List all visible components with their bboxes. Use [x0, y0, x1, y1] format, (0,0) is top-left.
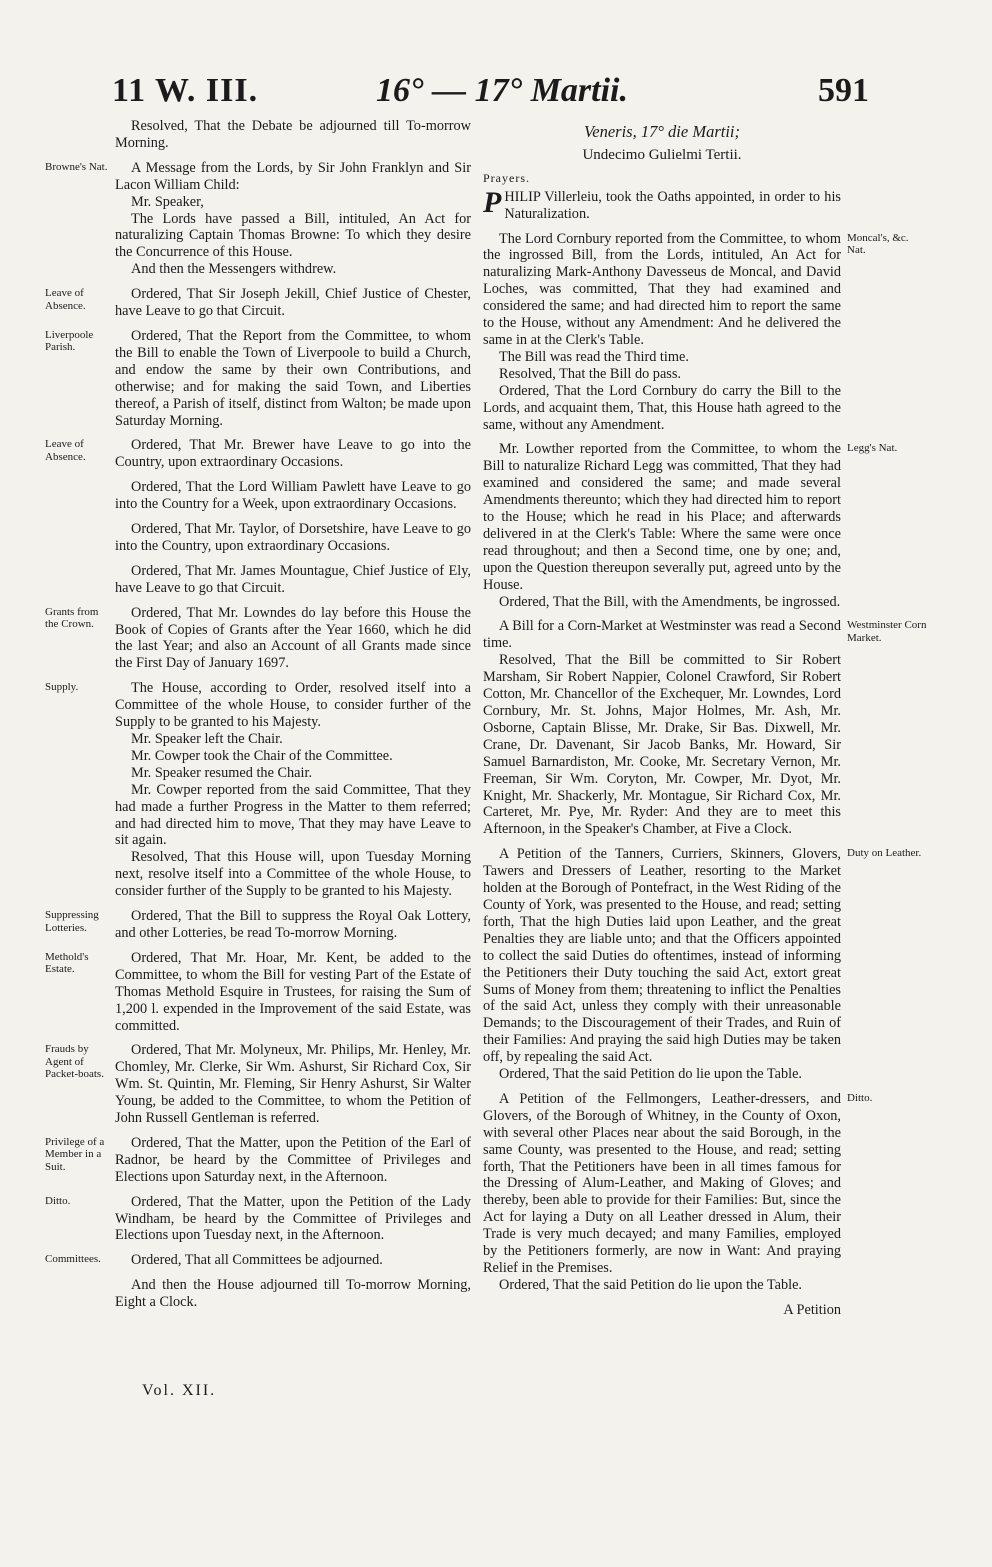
margin-note: Leave of Absence. — [45, 287, 86, 312]
entry-paragraph: Ordered, That the said Petition do lie upon the Table. — [499, 1066, 803, 1083]
margin-note: Browne's Nat. — [45, 160, 108, 173]
entry-paragraph: HILIP Villerleiu, took the Oaths appointed, in order to his Naturalization. — [504, 188, 841, 222]
entry-paragraph: Ordered, That Mr. James Mountague, Chief Justice of Ely, have Leave to go that Circuit. — [115, 562, 471, 596]
entry-paragraph: Ordered, That Sir Joseph Jekill, Chief Justice of Chester, have Leave to go that Circuit. — [115, 286, 471, 320]
journal-entry — [115, 479, 471, 513]
right-entries — [483, 230, 927, 1294]
entry-paragraph: Ordered, That the Lord William Pawlett have Leave to go into the Country for a Week, upon extraordinary Occasions. — [115, 479, 471, 513]
right-column — [483, 118, 927, 1327]
entry-paragraph: Ordered, That the Matter, upon the Petition of the Earl of Radnor, be heard by the Committee of Privileges and Elections upon Saturday next, in the Afternoon. — [115, 1134, 471, 1185]
journal-entry — [45, 604, 471, 673]
entry-paragraph: A Message from the Lords, by Sir John Franklyn and Sir Lacon William Child: — [115, 159, 471, 193]
entry-paragraph: Mr. Speaker, — [131, 193, 204, 210]
journal-entry — [45, 908, 471, 942]
margin-note: Moncal's, &c. Nat. — [847, 231, 909, 257]
margin-note: Legg's Nat. — [847, 442, 898, 455]
entry-paragraph: Ordered, That the Bill to suppress the Royal Oak Lottery, and other Lotteries, be read To-morrow Morning. — [115, 908, 471, 941]
journal-entry — [45, 1042, 471, 1127]
journal-entry — [483, 846, 922, 1083]
regnal-year-heading: Undecimo Gulielmi Tertii. — [582, 146, 742, 163]
entry-paragraph: The Bill was read the Third time. — [499, 348, 689, 365]
page-number: 591 — [818, 72, 869, 109]
margin-note: Methold's Estate. — [45, 950, 89, 976]
entry-paragraph: Mr. Lowther reported from the Committee, to whom the Bill to naturalize Richard Legg was committed, That they had examined and considered the same; and made several Amendments thereunto; which they had directed him to report to the House; which he read in his Place; and afterwards delivered in at the Clerk's Table: Where the same were once read throughout; and then a Second time, one by one; and, upon the Question thereupon severally put, agreed unto by the House. — [483, 441, 841, 593]
journal-entry — [115, 118, 471, 152]
entry-paragraph: Ordered, That Mr. Taylor, of Dorsetshire, have Leave to go into the Country, upon extraordinary Occasions. — [115, 521, 471, 554]
volume-footer: Vol. XII. — [142, 1382, 217, 1399]
journal-entry — [45, 286, 471, 320]
journal-entry — [115, 1277, 471, 1311]
margin-note: Leave of Absence. — [45, 438, 86, 463]
journal-entry — [45, 437, 471, 471]
journal-entry — [45, 1252, 471, 1269]
opening-entry — [483, 185, 841, 223]
margin-note: Committees. — [45, 1253, 101, 1266]
entry-paragraph: The Lords have passed a Bill, intituled, An Act for naturalizing Captain Thomas Browne: To which they desire the Concurrence of this House. — [115, 210, 471, 261]
entry-paragraph: Ordered, That the Matter, upon the Petition of the Lady Windham, be heard by the Committee of Privileges and Elections upon Tuesday next, in the Afternoon. — [115, 1193, 471, 1244]
entry-paragraph: A Petition of the Fellmongers, Leather-dressers, and Glovers, of the Borough of Whitney, in the County of Oxon, with several other Places near about the said Borough, in the same County, was presented to the House, and read; setting forth, That the Petitioners have been in all times famous for the Dressing of Alum-Leather, and Making of Gloves; and thereby, been able to provide for their Families: But, since the Act for laying a Duty on all Leather dressed in Alum, their Trade is very much decayed; and many Families, employed by the Petitioners formerly, are now in Want: And praying Relief in the Premises. — [483, 1090, 841, 1276]
journal-entry — [45, 680, 471, 900]
catchword-block — [483, 1302, 841, 1319]
drop-cap: P — [483, 185, 502, 219]
day-heading: Veneris, 17° die Martii; — [584, 122, 740, 141]
journal-entry — [45, 1193, 471, 1245]
journal-entry — [115, 521, 471, 555]
journal-entry — [45, 327, 471, 429]
journal-entry — [483, 1090, 873, 1294]
entry-paragraph: A Bill for a Corn-Market at Westminster was read a Second time. — [483, 618, 841, 652]
entry-paragraph: Mr. Speaker left the Chair. — [131, 731, 283, 747]
margin-note: Ditto. — [847, 1091, 873, 1104]
entry-paragraph: Ordered, That all Committees be adjourned. — [131, 1252, 383, 1269]
journal-entry — [45, 159, 471, 278]
margin-note: Privilege of a Member in a Suit. — [45, 1135, 105, 1173]
journal-entry — [45, 949, 471, 1035]
prayers-heading: Prayers. — [483, 170, 530, 185]
entry-paragraph: Resolved, That the Bill be committed to Sir Robert Marsham, Sir Robert Nappier, Colonel Crawford, Sir Robert Cotton, Mr. Chancellor of the Exchequer, Mr. Lowndes, Lord Cornbury, Mr. St. Johns, Major Holmes, Mr. Ash, Mr. Osborne, Captain Blisse, Mr. Drake, Sir Bas. Dixwell, Mr. Crane, Dr. Davenant, Sir Jacob Banks, Mr. Howard, Sir Samuel Barnardiston, Mr. Cooke, Mr. Secretary Vernon, Mr. Freeman, Sir Wm. Coryton, Mr. Cowper, Mr. Dyot, Mr. Knight, Mr. Shackerly, Mr. Montague, Sir Richard Cox, Mr. Carteret, Mr. Pye, Mr. Ryder: And they are to meet this Afternoon, in the Speaker's Chamber, at Five a Clock. — [483, 652, 841, 838]
entry-paragraph: Ordered, That Mr. Hoar, Mr. Kent, be added to the Committee, to whom the Bill for vesting Part of the Estate of Thomas Methold Esquire in Trustees, for raising the Sum of 1,200 l. expended in the Improvement of the said Estate, was committed. — [115, 949, 471, 1034]
entry-paragraph: And then the Messengers withdrew. — [131, 261, 337, 278]
margin-note: Ditto. — [45, 1194, 71, 1207]
entry-paragraph: A Petition of the Tanners, Curriers, Skinners, Glovers, Tawers and Dressers of Leather, resorting to the Market holden at the Borough of Pontefract, in the West Riding of the County of York, was presented to the House, and read; setting forth, That the high Duties laid upon Leather, and the great Penalties they are liable unto; and that the Officers appointed to collect the said Duties do oftentimes, instead of informing the Petitioners their Duty touching the said Act, extort great Sums of Money from them; threatening to inflict the Penalties of the said Act, unless they comply with their unreasonable Demands; to the Discouragement of their Trades, and Ruin of their Families: And praying the said high Duties may be taken off, by repealing the said Act. — [483, 846, 841, 1066]
journal-entry — [483, 230, 909, 434]
entry-paragraph: Mr. Cowper took the Chair of the Committee. — [131, 747, 393, 764]
entry-paragraph: Ordered, That the Lord Cornbury do carry the Bill to the Lords, and acquaint them, That, this House hath agreed to the same, without any Amendment. — [483, 382, 841, 433]
left-column — [45, 118, 471, 1319]
catchword: A Petition — [783, 1301, 841, 1318]
margin-note: Supply. — [45, 681, 79, 694]
margin-note: Westminster Corn Market. — [847, 619, 927, 644]
margin-note: Duty on Leather. — [847, 847, 922, 860]
entry-paragraph: Resolved, That the Bill do pass. — [499, 365, 682, 382]
journal-entry — [45, 1134, 471, 1186]
entry-paragraph: Resolved, That the Debate be adjourned till To-morrow Morning. — [115, 118, 471, 151]
margin-note: Grants from the Crown. — [45, 605, 99, 631]
entry-paragraph: Mr. Speaker resumed the Chair. — [131, 764, 313, 781]
margin-note: Liverpoole Parish. — [45, 328, 94, 354]
entry-paragraph: The Lord Cornbury reported from the Committee, to whom the ingrossed Bill, from the Lords, intituled, An Act for naturalizing Mark-Anthony Davesseus de Moncal, and David Loches, was committed, That they had examined and considered the same; and had directed him to report the same to the House, without any Amendment: And he delivered the same in at the Clerk's Table. — [483, 230, 841, 348]
journal-entry — [115, 563, 471, 597]
entry-paragraph: Ordered, That Mr. Lowndes do lay before this House the Book of Copies of Grants after the Year 1660, which he did the last Year; and also an Account of all Grants made since the First Day of January 1697. — [115, 604, 471, 672]
margin-note: Frauds by Agent of Packet-boats. — [45, 1043, 104, 1081]
entry-paragraph: Ordered, That Mr. Brewer have Leave to go into the Country, upon extraordinary Occasions. — [115, 437, 471, 471]
entry-paragraph: Ordered, That the said Petition do lie upon the Table. — [499, 1276, 803, 1293]
entry-paragraph: Ordered, That the Report from the Committee, to whom the Bill to enable the Town of Liverpoole to build a Church, and endow the same by their own Contributions, and otherwise; and for making the said Town, and Liberties thereof, a Parish of itself, distinct from Walton; be made upon Saturday Morning. — [115, 327, 471, 429]
entry-paragraph: The House, according to Order, resolved itself into a Committee of the whole House, to consider further of the Supply to be granted to his Majesty. — [115, 680, 471, 731]
running-head-dates: 16° — 17° Martii. — [376, 72, 628, 109]
margin-note: Suppressing Lotteries. — [45, 909, 99, 934]
entry-paragraph: Resolved, That this House will, upon Tuesday Morning next, resolve itself into a Committee of the whole House, to consider further of the Supply to be granted to his Majesty. — [115, 849, 471, 900]
entry-paragraph: And then the House adjourned till To-morrow Morning, Eight a Clock. — [115, 1277, 471, 1311]
running-head-regnal-year: 11 W. III. — [112, 72, 259, 109]
entry-paragraph: Ordered, That the Bill, with the Amendments, be ingrossed. — [499, 593, 841, 610]
journal-entry — [483, 618, 927, 838]
entry-paragraph: Ordered, That Mr. Molyneux, Mr. Philips, Mr. Henley, Mr. Chomley, Mr. Clerke, Sir Wm. Ashurst, Sir Richard Cox, Sir Wm. St. Quintin, Mr. Fleming, Sir Henry Ashurst, Sir Walter Young, be added to the Committee, to whom the Petition of John Russell Gentleman is referred. — [115, 1042, 471, 1127]
journal-entry — [483, 441, 898, 610]
entry-paragraph: Mr. Cowper reported from the said Committee, That they had made a further Progress in the Matter to them referred; and had directed him to move, That they may have Leave to sit again. — [115, 781, 471, 849]
